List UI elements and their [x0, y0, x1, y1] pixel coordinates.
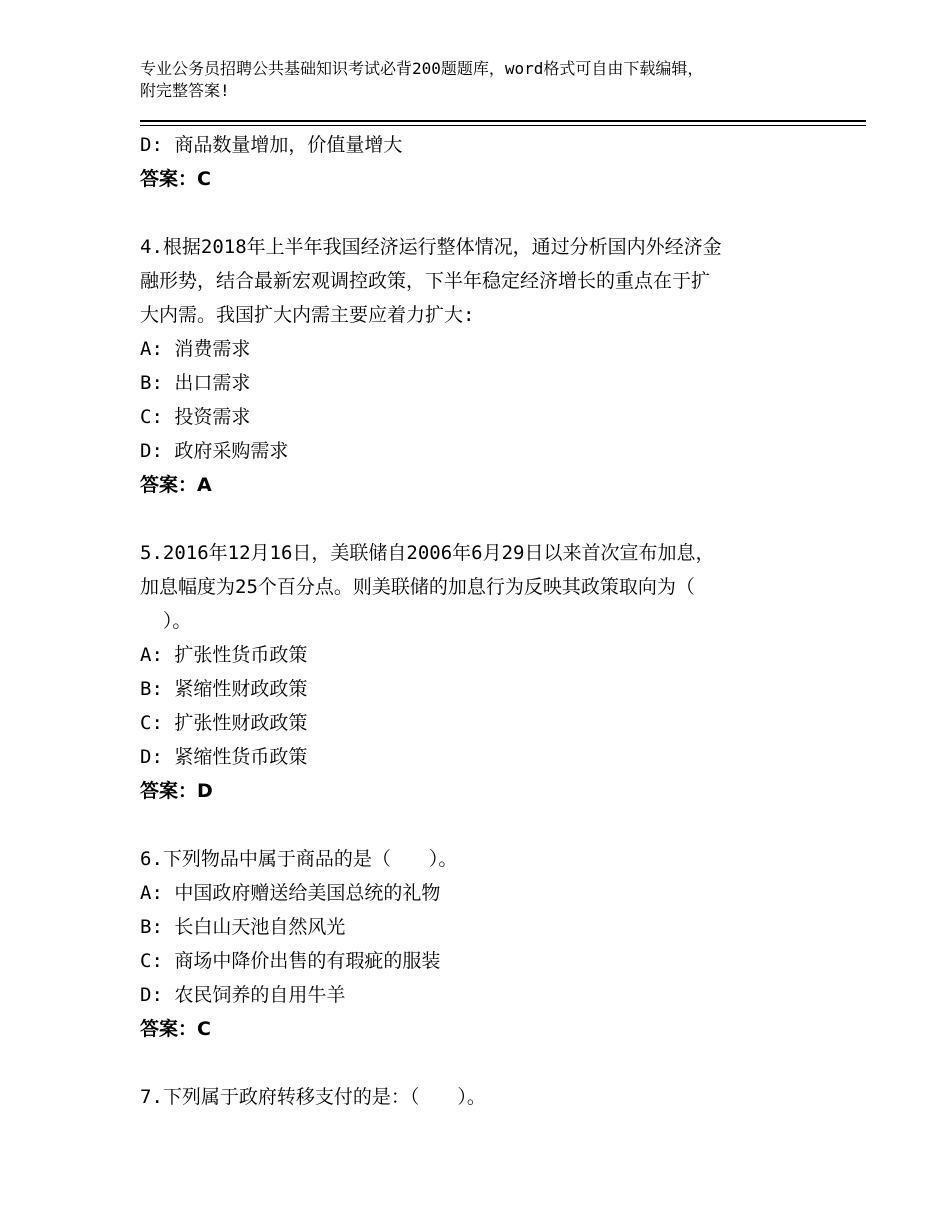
q5-option-a: A: 扩张性货币政策	[140, 644, 308, 666]
q6-option-d: D: 农民饲养的自用牛羊	[140, 984, 346, 1006]
question-6	[140, 842, 820, 1046]
question-7	[140, 1080, 820, 1114]
q4-option-d: D: 政府采购需求	[140, 440, 289, 462]
document-header	[140, 58, 830, 102]
document-body	[140, 128, 820, 1114]
q4-text-line-2: 融形势，结合最新宏观调控政策，下半年稳定经济增长的重点在于扩	[140, 270, 711, 292]
header-line-2: 附完整答案!	[140, 81, 230, 100]
header-line-1: 专业公务员招聘公共基础知识考试必背200题题库，word格式可自由下载编辑，	[140, 59, 704, 78]
q6-option-a: A: 中国政府赠送给美国总统的礼物	[140, 882, 441, 904]
q5-option-b: B: 紧缩性财政政策	[140, 678, 308, 700]
q5-text-line-3: ）。	[140, 610, 192, 632]
q4-option-c: C: 投资需求	[140, 406, 251, 428]
question-5	[140, 536, 820, 808]
q3-answer: 答案：C	[140, 168, 211, 190]
q6-option-b: B: 长白山天池自然风光	[140, 916, 346, 938]
header-rule-thick	[140, 120, 866, 122]
q4-option-b: B: 出口需求	[140, 372, 251, 394]
q6-option-c: C: 商场中降价出售的有瑕疵的服装	[140, 950, 441, 972]
question-4	[140, 230, 820, 502]
q3-option-d: D: 商品数量增加，价值量增大	[140, 134, 403, 156]
q5-text-line-1: 5.2016年12月16日，美联储自2006年6月29日以来首次宣布加息，	[140, 542, 715, 564]
q6-answer: 答案：C	[140, 1018, 211, 1040]
q4-text-line-3: 大内需。我国扩大内需主要应着力扩大:	[140, 304, 475, 326]
q4-answer: 答案：A	[140, 474, 212, 496]
q5-text-line-2: 加息幅度为25个百分点。则美联储的加息行为反映其政策取向为（	[140, 576, 695, 598]
q4-option-a: A: 消费需求	[140, 338, 251, 360]
q7-text-line-1: 7.下列属于政府转移支付的是：（ ）。	[140, 1086, 486, 1108]
q6-text-line-1: 6.下列物品中属于商品的是（ ）。	[140, 848, 458, 870]
q5-answer: 答案：D	[140, 780, 213, 802]
header-rule-thin	[140, 125, 866, 126]
q5-option-d: D: 紧缩性货币政策	[140, 746, 308, 768]
q4-text-line-1: 4.根据2018年上半年我国经济运行整体情况，通过分析国内外经济金	[140, 236, 722, 258]
q5-option-c: C: 扩张性财政政策	[140, 712, 308, 734]
